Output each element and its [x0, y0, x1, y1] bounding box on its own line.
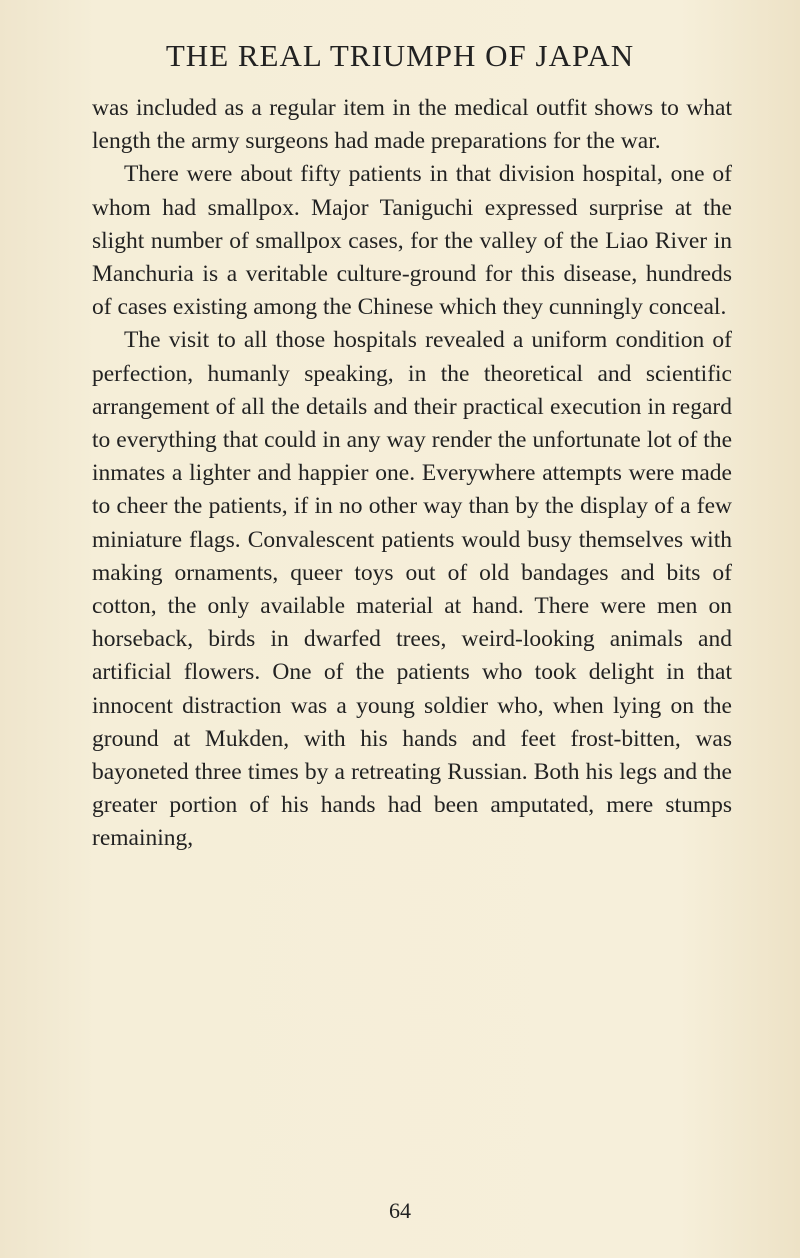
- paragraph-continuation: was included as a regular item in the medical outfit shows to what length the army surgeons had made preparations for the war.: [92, 95, 732, 155]
- paragraph-smallpox: There were about fifty patients in that division hospital, one of whom had smallpox. Major Taniguchi expressed surprise at the slight number of smallpox cases, for the valley of the Liao River in Manchuria is a veritable culture-ground for this disease, hundreds of cases existing among the Chinese which they cunningly conceal.: [92, 161, 732, 321]
- paragraph-hospitals: The visit to all those hospitals revealed a uniform condition of perfection, humanly speaking, in the theoretical and scientific arrangement of all the details and their practical execution in regard to everything that could in any way render the unfortunate lot of the inmates a lighter and happier one. Everywhere attempts were made to cheer the patients, if in no other way than by the display of a few miniature flags. Convalescent patients would busy themselves with making ornaments, queer toys out of old bandages and bits of cotton, the only available material at hand. There were men on horseback, birds in dwarfed trees, weird-looking animals and artificial flowers. One of the patients who took delight in that innocent distraction was a young soldier who, when lying on the ground at Mukden, with his hands and feet frost-bitten, was bayoneted three times by a retreating Russian. Both his legs and the greater portion of his hands had been amputated, mere stumps remaining,: [92, 327, 732, 852]
- body-text: [92, 92, 732, 856]
- running-head: THE REAL TRIUMPH OF JAPAN: [165, 38, 635, 73]
- page-number: 64: [389, 1198, 411, 1223]
